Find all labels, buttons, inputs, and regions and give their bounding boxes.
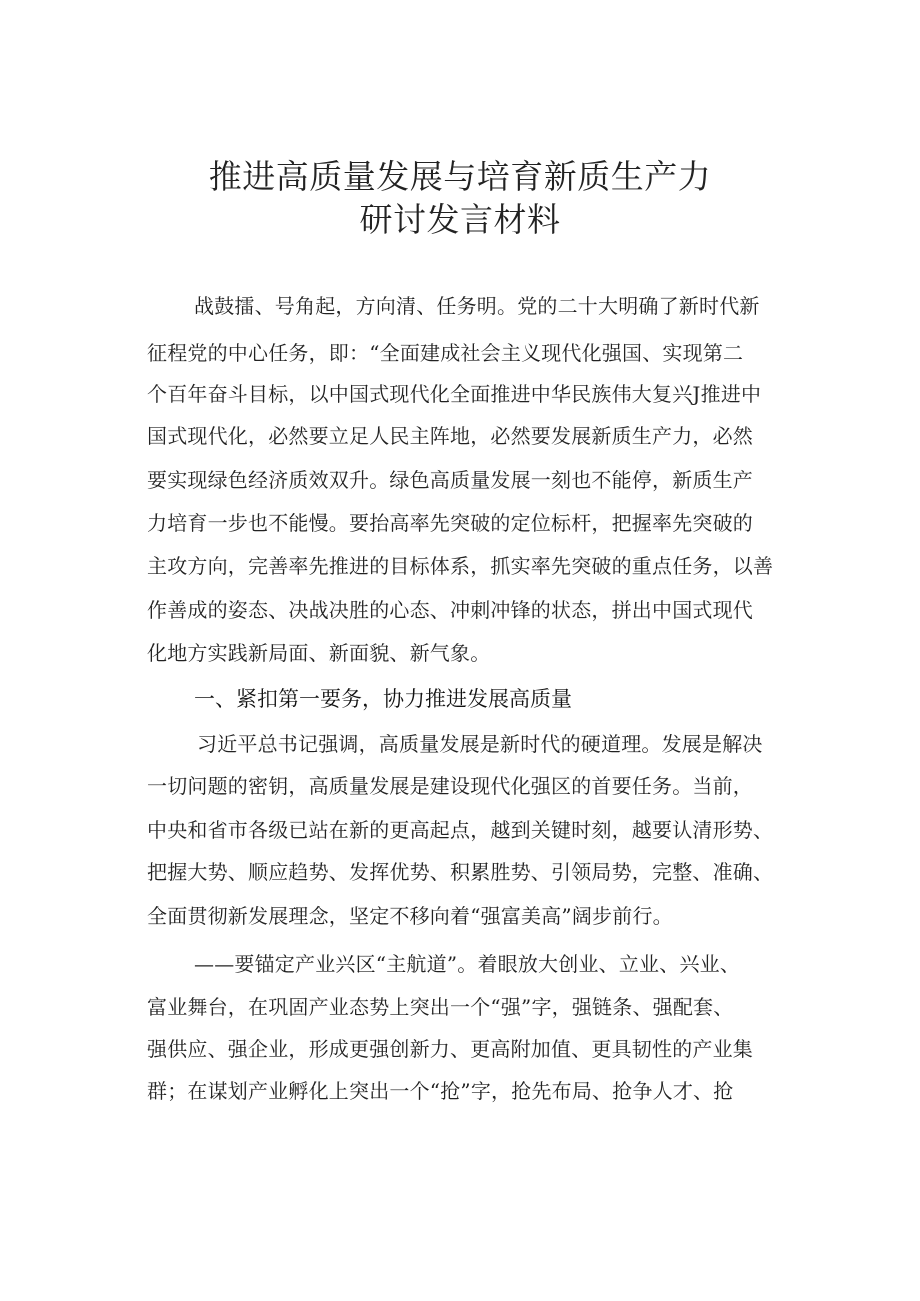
section-heading: 一、紧扣第一要务，协力推进发展高质量 (194, 687, 572, 711)
text-line: 化地方实践新局面、新面貌、新气象。 (147, 641, 491, 665)
text-line: 要实现绿色经济质效双升。绿色高质量发展一刻也不能停，新质生产 (147, 468, 753, 492)
title-line-2: 研讨发言材料 (359, 200, 561, 239)
text-line: 国式现代化，必然要立足人民主阵地，必然要发展新质生产力，必然 (147, 424, 753, 448)
text-line: 个百年奋斗目标，以中国式现代化全面推进中华民族伟大复兴J推进中 (147, 382, 762, 406)
text-line: 力培育一步也不能慢。要抬高率先突破的定位标杆，把握率先突破的 (147, 511, 753, 535)
text-line: 富业舞台，在巩固产业态势上突出一个“强”字，强链条、强配套、 (147, 995, 734, 1019)
text-line: 征程党的中心任务，即：“全面建成社会主义现代化强国、实现第二 (147, 341, 744, 365)
document-subtitle (0, 198, 920, 242)
text-line: 一切问题的密钥，高质量发展是建设现代化强区的首要任务。当前， (147, 774, 753, 798)
text-line: 主攻方向，完善率先推进的目标体系，抓实率先突破的重点任务，以善 (147, 554, 774, 578)
document-title (0, 155, 920, 199)
text-line: 中央和省市各级已站在新的更高起点，越到关键时刻，越要认清形势、 (147, 818, 774, 842)
text-line: 群；在谋划产业孵化上突出一个“抢”字，抢先布局、抢争人才、抢 (147, 1079, 734, 1103)
text-line: 强供应、强企业，形成更强创新力、更高附加值、更具韧性的产业集 (147, 1037, 753, 1061)
text-line: 战鼓擂、号角起，方向清、任务明。党的二十大明确了新时代新 (194, 294, 760, 318)
text-line: 全面贯彻新发展理念，坚定不移向着“强富美高”阔步前行。 (147, 904, 673, 928)
text-line: 作善成的姿态、决战决胜的心态、冲刺冲锋的状态，拼出中国式现代 (147, 598, 753, 622)
text-line: 习近平总书记强调，高质量发展是新时代的硬道理。发展是解决 (197, 732, 763, 756)
text-line: ——要锚定产业兴区“主航道”。着眼放大创业、立业、兴业、 (194, 952, 741, 976)
title-line-1: 推进高质量发展与培育新质生产力 (208, 157, 712, 196)
text-line: 把握大势、顺应趋势、发挥优势、积累胜势、引领局势，完整、准确、 (147, 860, 774, 884)
